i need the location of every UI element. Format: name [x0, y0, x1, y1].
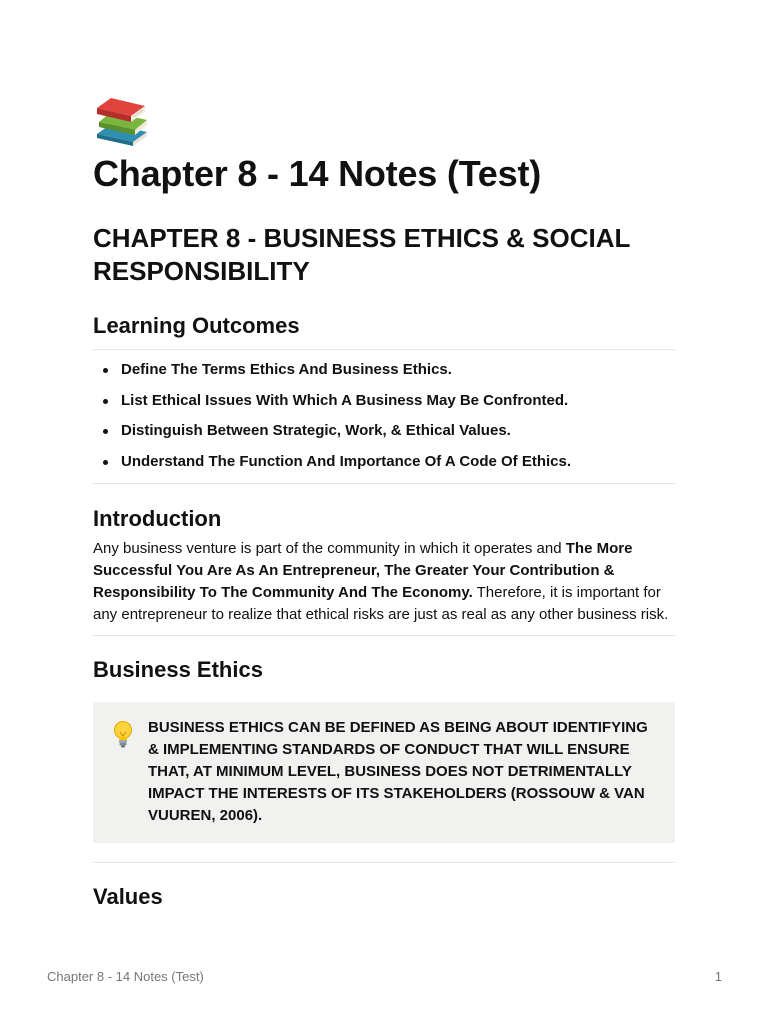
books-stack-icon: [93, 96, 151, 146]
document-page: [93, 96, 675, 911]
bullet-icon: [103, 429, 108, 434]
divider: [93, 635, 675, 636]
learning-outcomes-list: [93, 360, 675, 472]
list-item: Distinguish Between Strategic, Work, & Ethical Values.: [93, 421, 675, 441]
page-title: Chapter 8 - 14 Notes (Test): [93, 153, 542, 194]
values-heading: Values: [93, 883, 163, 909]
lightbulb-icon: [111, 720, 135, 748]
footer-page-number: 1: [714, 969, 722, 984]
bullet-icon: [103, 460, 108, 465]
callout-text: BUSINESS ETHICS CAN BE DEFINED AS BEING ABOUT IDENTIFYING & IMPLEMENTING STANDARDS OF CONDUCT THAT WILL ENSURE THAT, AT MINIMUM LEVEL, BUSINESS DOES NOT DETRIMENTALLY IMPACT THE INTERESTS OF ITS STAKEHOLDERS (ROSSOUW & VAN VUUREN, 2006).: [148, 718, 648, 824]
business-ethics-heading: Business Ethics: [93, 656, 263, 682]
list-item: List Ethical Issues With Which A Business May Be Confronted.: [93, 391, 675, 411]
bullet-icon: [103, 399, 108, 404]
footer-document-title: Chapter 8 - 14 Notes (Test): [47, 969, 204, 984]
chapter-heading: CHAPTER 8 - BUSINESS ETHICS & SOCIAL RESPONSIBILITY: [93, 223, 630, 286]
introduction-heading: Introduction: [93, 505, 222, 531]
bullet-icon: [103, 368, 108, 373]
divider: [93, 862, 675, 863]
introduction-paragraph: Any business venture is part of the community in which it operates and The More Successful You Are As An Entrepreneur, The Greater Your Contribution & Responsibility To The Community And The Economy. Therefore, it is important for any entrepreneur to realize that ethical risks are just as real as any other business risk.: [93, 539, 669, 623]
list-item: Define The Terms Ethics And Business Ethics.: [93, 360, 675, 380]
divider: [93, 349, 675, 350]
learning-outcomes-heading: Learning Outcomes: [93, 313, 300, 338]
definition-callout: [93, 702, 675, 843]
list-item: Understand The Function And Importance Of A Code Of Ethics.: [93, 452, 675, 472]
divider: [93, 483, 675, 484]
